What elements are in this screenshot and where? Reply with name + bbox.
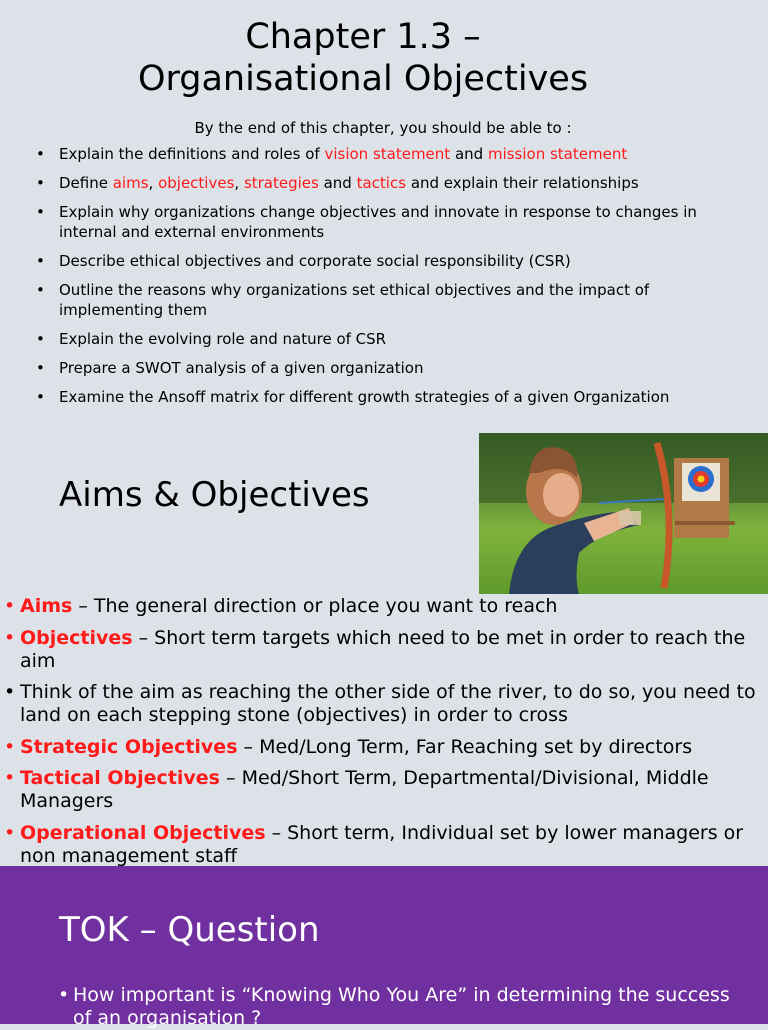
archer-photo — [479, 433, 768, 594]
term-operational-objectives: Operational Objectives — [20, 821, 266, 844]
list-item: • Examine the Ansoff matrix for different growth strategies of a given Organization — [0, 387, 768, 407]
highlight-tactics: tactics — [356, 174, 407, 192]
highlight-vision-statement: vision statement — [324, 145, 451, 163]
highlight-aims: aims — [112, 174, 149, 192]
term-aims: Aims — [20, 595, 73, 617]
aims-objectives-list — [0, 595, 768, 876]
list-item: • Objectives – Short term targets which need to be met in order to reach the aim — [0, 627, 768, 673]
term-tactical-objectives: Tactical Objectives — [20, 767, 220, 789]
tok-title: TOK – Question — [59, 910, 320, 950]
list-item: • Tactical Objectives – Med/Short Term, Departmental/Divisional, Middle Managers — [0, 767, 768, 813]
list-item: • Operational Objectives – Short term, Individual set by lower managers or non management staff — [0, 822, 768, 868]
list-item: • Prepare a SWOT analysis of a given organization — [0, 358, 768, 378]
list-item: • Explain the definitions and roles of vision statement and mission statement — [0, 144, 768, 164]
list-item: • Describe ethical objectives and corporate social responsibility (CSR) — [0, 251, 768, 271]
term-objectives: Objectives — [20, 626, 133, 649]
list-item: • Outline the reasons why organizations set ethical objectives and the impact of implementing them — [0, 280, 768, 320]
list-item: • Think of the aim as reaching the other side of the river, to do so, you need to land on each stepping stone (objectives) in order to cross — [0, 681, 768, 727]
list-item: • Aims – The general direction or place you want to reach — [0, 595, 768, 618]
highlight-mission-statement: mission statement — [487, 145, 628, 163]
intro-text: By the end of this chapter, you should be able to : — [194, 119, 572, 137]
title-line-2: Organisational Objectives — [137, 59, 589, 99]
slide-tok-question — [0, 866, 768, 1029]
list-item: • Explain the evolving role and nature of CSR — [0, 329, 768, 349]
slide-chapter-objectives — [0, 0, 768, 425]
highlight-objectives: objectives — [158, 174, 235, 192]
slide-title — [0, 16, 726, 100]
title-line-1: Chapter 1.3 – — [245, 17, 481, 57]
section-title: Aims & Objectives — [59, 475, 370, 515]
list-item: • Explain why organizations change objectives and innovate in response to changes in internal and external environments — [0, 202, 768, 242]
list-item: • Define aims, objectives, strategies and tactics and explain their relationships — [0, 173, 768, 193]
tok-question-text: • How important is “Knowing Who You Are” in determining the success of an organisation ? — [73, 984, 733, 1030]
slide-aims-objectives — [0, 425, 768, 866]
objectives-list — [0, 144, 768, 416]
term-strategic-objectives: Strategic Objectives — [20, 735, 238, 758]
list-item: • Strategic Objectives – Med/Long Term, Far Reaching set by directors — [0, 736, 768, 759]
highlight-strategies: strategies — [243, 174, 319, 192]
